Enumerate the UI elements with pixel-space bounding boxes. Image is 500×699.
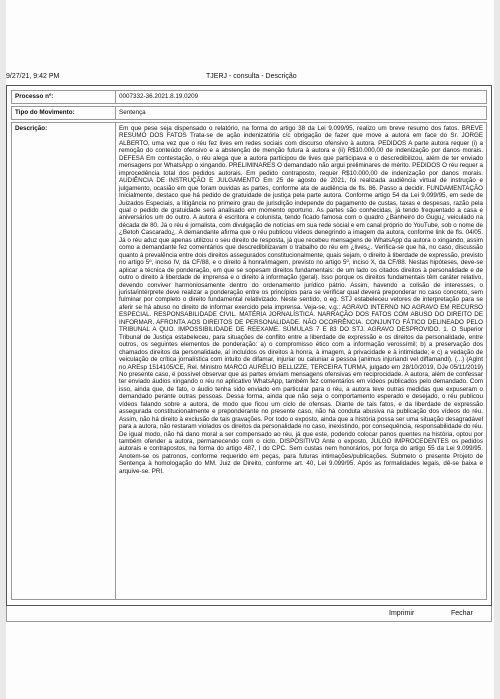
window-header <box>6 70 494 84</box>
description-text: Em que pese seja dispensado o relatório, na forma do artigo 38 da Lei 9.099/95, realizo um breve resumo dos fatos. BREVE RESUMO DOS FATOS Trata-se de ação indenizatória c/c obrigação de fazer que move a autora em face do Sr. JORGE ALBERTO, uma vez que o réu fez lives em redes sociais com discurso ofensivo à autora. PEDIDOS A parte autora requer (i) a remoção do conteúdo ofensivo e a abstenção de menção futura à autora e (ii) R$10.000,00 de indenização por danos morais. DEFESA Em contestação, o réu alega que a autora participou de lives que participava e o descredibilizou, além de ter enviado mensagens por WhatsApp o xingando. PRELIMINARES O demandado não argui preliminares de mérito. PEDIDOS O réu requer a improcedência total dos pedidos autorais. Em pedido contraposto, requer R$10.000,00 de indenização por danos morais. AUDIÊNCIA DE INSTRUÇÃO E JULGAMENTO Em 25 de agosto de 2021, foi realizada audiência virtual de instrução e julgamento, ocasião em que foram ouvidas as partes, conforme ata de audiência de fls. 86. Passo a decidir. FUNDAMENTAÇÃO Inicialmente, destaco que há pedido de gratuidade de justiça pela parte autora. Conforme artigo 54 da Lei 9.099/95, em sede de Juizados Especiais, a litigância no primeiro grau de jurisdição independe do pagamento de custas, taxas e despesas, razão pela qual o pedido de gratuidade será analisado em momento oportuno. As partes são conhecidas, já tendo frequentado a casa e aniversários um do outro. A autora é escritora e colunista, tendo ficado famosa com o quadro ¿Banheiro do Gugu¿ veiculado na década de 80. Já o réu é jornalista, com divulgação de notícias em sua rede social e em canal próprio do YouTube, sob o nome de ¿Betoh Cascarado¿. A demandante afirma que o réu publicou vídeos denegrindo a imagem da autora, conforme link de fls. 04/05. Já o réu aduz que apenas utilizou o seu direito de resposta, já que recebeu mensagens de WhatsApp da autora o xingando, assim como a demandante fez comentários que descredibilizavam o trabalho do réu em ¿lives¿. Verifica-se que há, no caso, discussão quanto à prevalência entre dois direitos assegurados constitucionalmente, quais sejam, o direito à liberdade de expressão, previsto no artigo 5º, inciso IV, da CF/88, e o direito à honra/imagem, previsto no artigo 5º, inciso X, da CF/88. Nestas hipóteses, deve-se aplicar a técnica de ponderação, em que se sopesam direitos fundamentais: de um lado os citados direitos à personalidade e de outro o direito à liberdade de imprensa e o direito à informação (geral). Isso porque os direitos fundamentais têm caráter relativo, devendo conviver harmoniosamente dentro do ordenamento jurídico pátrio. Assim, havendo a colisão de interesses, o jurista/intérprete deve realizar a ponderação entre os princípios para se verificar qual deverá preponderar no caso concreto, sem fulminar por completo o direito fundamental relativizado. Neste sentido, o eg. STJ estabeleceu vetores de interpretação para se aferir se há abuso no direito de informar exercido pela imprensa. Veja-se, v.g.: AGRAVO INTERNO NO AGRAVO EM RECURSO ESPECIAL. RESPONSABILIDADE CIVIL. MATÉRIA JORNALÍSTICA. NARRAÇÃO DOS FATOS COM ABUSO DO DIREITO DE INFORMAR. AFRONTA AOS DIREITOS DE PERSONALIDADE. NÃO OCORRÊNCIA. CONJUNTO FÁTICO DELINEADO PELO TRIBUNAL A QUO. IMPOSSIBILIDADE DE REEXAME. SÚMULAS 7 E 83 DO STJ. AGRAVO DESPROVIDO. 1. O Superior Tribunal de Justiça estabeleceu, para situações de conflito entre a liberdade de expressão e os direitos da personalidade, entre outros, os seguintes elementos de ponderação: a) o compromisso ético com a informação verossímil; b) a preservação dos chamados direitos da personalidade, aí incluídos os direitos à honra, à imagem, à privacidade e à intimidade; e c) a vedação de veiculação de crítica jornalística com intuito de difamar, injuriar ou caluniar a pessoa (animus injuriandi vel diffamandi). (...) (AgInt no AREsp 1514105/CE, Rel. Ministro MARCO AURÉLIO BELLIZZE, TERCEIRA TURMA, julgado em 28/10/2019, DJe 05/11/2019) No presente caso, é possível observar que as partes enviam mensagens ofensivas em reciprocidade. A autora, além de confessar ter enviado áudios xingando o réu no aplicativo WhatsApp, também fez comentários em vídeos publicados pelo demandado. Com isso, ainda que, de fato, o áudio tenha sido enviado em particular para o réu, a autora teve outras medidas que expuseram o demandado perante outras pessoas. Dessa forma, ainda que não seja o comportamento esperado e desejado, o réu publicou vídeos falando sobre a autora, de modo que ficou um ciclo de ofensas. Diante de tais fatos, e da liberdade de expressão assegurada constitucionalmente e preponderante no presente caso, não há conduta abusiva na publicação dos vídeos do réu. Assim, não há direito à exclusão de tais gravações. Por todo o exposto, ainda que a história possa ser uma situação desagradável para a autora, não restaram violados os direitos da personalidade no caso, inexistindo, por consequência, responsabilidade do réu. De igual modo, não há dano moral a ser compensado ao réu, já que este, podendo colocar panos quentes na história, optou por também ofender a autora, permanecendo com o ciclo. DISPOSITIVO Ante o exposto, JULGO IMPROCEDENTES os pedidos autorais e contrapostos, na forma do artigo 487, I do CPC. Sem custas nem honorários, por força do artigo 55 da Lei 9.099/95. Anotem-se os patronos, conforme requerido em peças, para futuras intimações/publicações. Submeto o presente Projeto de Sentença à homologação do MM. Juiz de Direito, conforme art. 40, Lei 9.099/95. Após as formalidades legais, dê-se baixa e arquive-se. PRI. <box>119 125 483 475</box>
close-button[interactable]: Fechar <box>451 610 473 617</box>
window-title: TJERJ - consulta - Descrição <box>206 73 297 80</box>
movement-value: Sentença <box>119 109 146 116</box>
movement-label: Tipo do Movimento: <box>12 107 116 119</box>
print-button[interactable]: Imprimir <box>389 610 415 617</box>
movement-row <box>11 106 487 120</box>
description-row <box>11 122 487 600</box>
description-panel <box>6 85 492 606</box>
process-label: Processo nº: <box>12 91 116 103</box>
datetime-stamp: 9/27/21, 9:42 PM <box>6 73 60 80</box>
process-value: 0007332-36.2021.8.19.0209 <box>119 93 199 100</box>
action-bar <box>6 606 492 622</box>
page <box>6 0 494 699</box>
process-row <box>11 90 487 104</box>
description-label: Descrição: <box>12 123 116 599</box>
